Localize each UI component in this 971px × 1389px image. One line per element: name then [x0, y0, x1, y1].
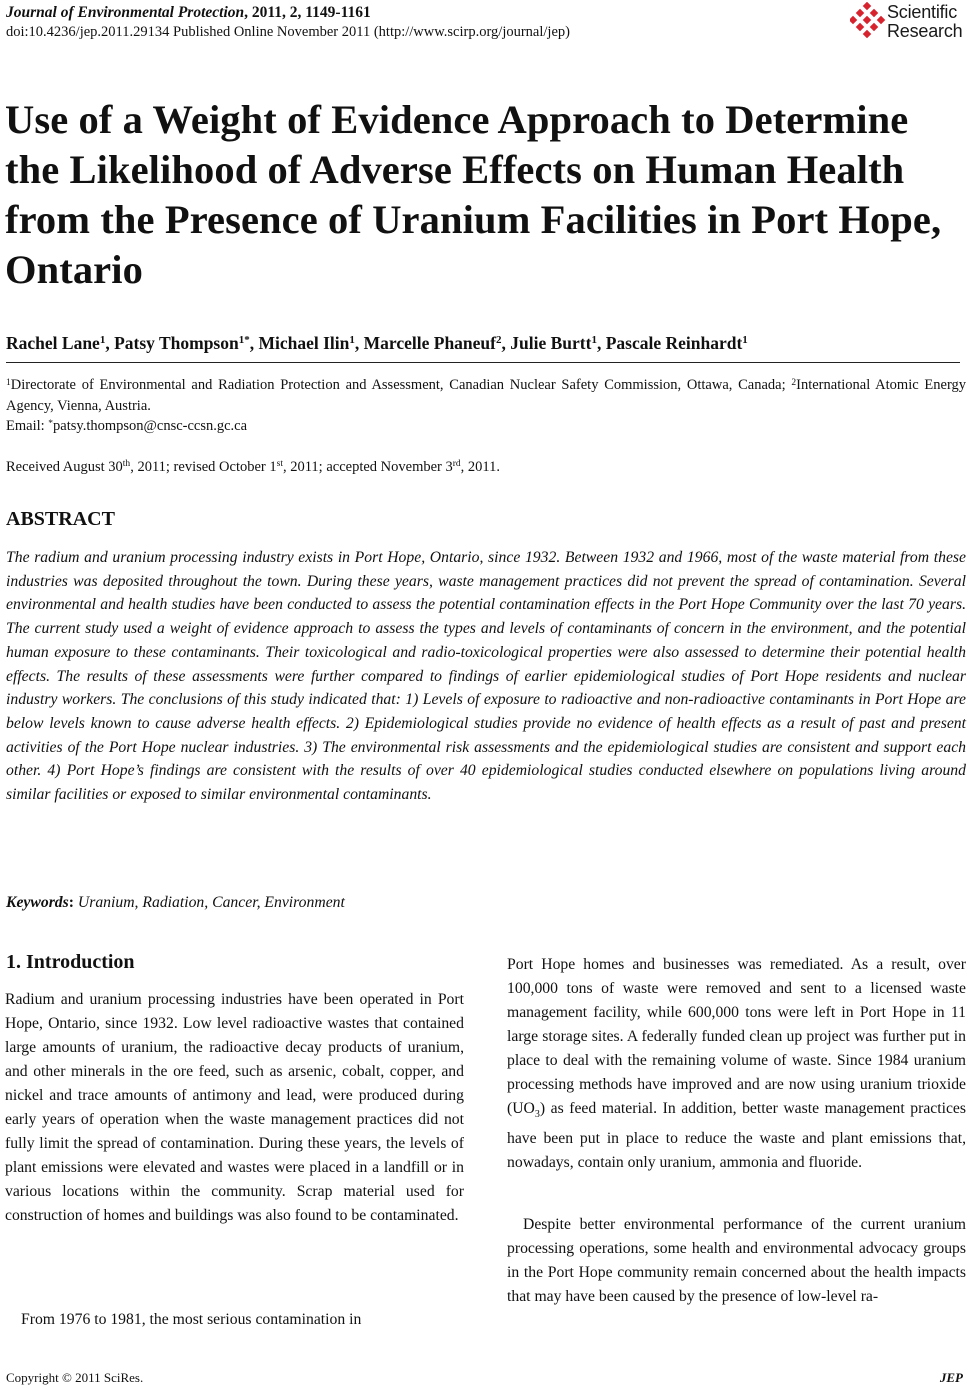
abstract-text: The radium and uranium processing industry exists in Port Hope, Ontario, since 1932. Between 1932 and 1966, most of the waste material from these industries was deposited throughout the town. During these years, waste management practices did not prevent the spread of contamination. Several environmental and health studies have been conducted to assess the potential contamination effects in the Port Hope Community over the last 70 years. The current study used a weight of evidence approach to assess the types and levels of contaminants of concern in the environment, and the potential human exposure to these contaminants. Their toxicological and radio-toxicological properties were also assessed to determine their potential health effects. The results of these assessments were further compared to findings of earlier epidemiological studies of Port Hope residents and nuclear industry workers. The conclusions of this study indicated that: 1) Levels of exposure to radioactive and non-radioactive contaminants in Port Hope are below levels known to cause adverse health effects. 2) Epidemiological studies provide no evidence of health effects as a result of past and present activities of the Port Hope nuclear industries. 3) The environmental risk assessments and the epidemiological studies are consistent and support each other. 4) Port Hope’s findings are consistent with the results of over 40 epidemiological studies conducted elsewhere on populations living around similar facilities or exposed to similar environmental contaminants. — [6, 549, 966, 804]
accepted-year: , 2011. — [460, 459, 501, 475]
ordinal-suffix: th — [122, 459, 131, 469]
ordinal-suffix: st — [276, 459, 283, 469]
author-affiliation-mark: 2 — [496, 334, 502, 346]
keywords-colon: : — [68, 894, 78, 911]
author-name: Michael Ilin — [258, 333, 350, 353]
affiliations — [6, 375, 966, 417]
keywords — [6, 892, 345, 914]
logo-wordmark — [887, 3, 962, 41]
intro-paragraph-2-cont — [507, 953, 966, 1175]
email-label: Email: — [6, 418, 49, 434]
intro-paragraph-3: Despite better environmental performance of the current uranium processing operations, some health and environmental advocacy groups in the Port Hope community remain concerned about the health impacts that may have been caused by the presence of low-level ra- — [507, 1216, 966, 1305]
keywords-list: Uranium, Radiation, Cancer, Environment — [77, 894, 345, 911]
keywords-label: Keywords — [6, 894, 69, 911]
author-divider — [6, 362, 960, 363]
chem-subscript: 3 — [534, 1109, 540, 1121]
email-address[interactable]: patsy.thompson@cnsc-ccsn.gc.ca — [53, 418, 248, 434]
abstract-heading: ABSTRACT — [6, 508, 115, 530]
affiliation-mark: 1 — [6, 378, 11, 388]
journal-name: Journal of Environmental Protection — [6, 4, 245, 21]
intro-paragraph-1: Radium and uranium processing industries have been operated in Port Hope, Ontario, since 1932. Low level radioactive wastes that contained large amounts of uranium, the radioactive decay products of uranium, and other minerals in the ore feed, such as arsenic, cobalt, copper, and nickel and trace amounts of antimony and lead, were produced during early years of operation when the waste management practices did not fully limit the spread of contamination. During these years, the levels of plant emissions were elevated and wastes were placed in a landfill or in various locations within the community. Scrap material used for construction of homes and buildings was also found to be contaminated. — [5, 991, 464, 1224]
journal-citation — [6, 3, 371, 22]
affiliation-mark: 2 — [791, 378, 797, 388]
author-name: Rachel Lane — [6, 333, 100, 353]
author-affiliation-mark: 1 — [591, 334, 597, 346]
received-dates — [6, 457, 500, 478]
publisher-logo — [850, 2, 970, 46]
logo-line-2: Research — [887, 21, 963, 41]
intro-text-a: Port Hope homes and businesses was remediated. As a result, over 100,000 tons of waste were removed and sent to a licensed waste management facility, while 600,000 tons were left in Port Hope in 11 large storage sites. A federally funded clean up project was further put in place to deal with the remaining volume of waste. Since 1984 uranium processing methods have improved and are now using uranium trioxide (UO — [507, 956, 966, 1117]
intro-text-b: ) as feed material. In addition, better waste management practices have been put in place to reduce the waste and plant emissions that, nowadays, contain only uranium, ammonia and fluoride. — [507, 1100, 966, 1172]
author-name: Julie Burtt — [510, 333, 592, 353]
email-mark: * — [48, 419, 54, 429]
scientific-research-diamond-logo-icon — [850, 2, 886, 42]
doi-line: doi:10.4236/jep.2011.29134 Published Online November 2011 (http://www.scirp.org/journal/jep) — [6, 24, 570, 40]
author-name: Marcelle Phaneuf — [363, 333, 496, 353]
received-text: Received August 30 — [6, 459, 123, 475]
author-affiliation-mark: 1 — [349, 334, 355, 346]
journal-abbreviation: JEP — [939, 1370, 963, 1385]
revised-text: , 2011; revised October 1 — [130, 459, 277, 475]
author-affiliation-mark: 1 — [99, 334, 106, 346]
accepted-text: , 2011; accepted November 3 — [282, 459, 453, 475]
author-affiliation-mark: 1 — [742, 334, 748, 346]
affiliation-text: International Atomic Energy Agency, Vienna, Austria. — [6, 377, 967, 414]
affiliation-text: Directorate of Environmental and Radiation Protection and Assessment, Canadian Nuclear Safety Commission, Ottawa, Canada; — [10, 377, 786, 393]
copyright-notice: Copyright © 2011 SciRes. — [6, 1370, 144, 1385]
paper-title: Use of a Weight of Evidence Approach to Determine the Likelihood of Adverse Effects on Human Health from the Presence of Uranium Facilities in Port Hope, Ontario — [5, 97, 942, 292]
ordinal-suffix: rd — [452, 459, 461, 469]
author-list: Rachel Lane$^1$, Patsy Thompson$^{1*}$, Michael Ilin$^1$, Marcelle Phaneuf$^2$, Julie Burtt$^1$, Pascale Reinhardt$^1$ — [6, 333, 748, 353]
author-name: Patsy Thompson — [114, 333, 239, 353]
logo-line-1: Scientific — [887, 2, 958, 22]
section-heading-introduction: 1. Introduction — [6, 951, 135, 973]
author-affiliation-mark: 1* — [238, 334, 250, 346]
author-name: Pascale Reinhardt — [605, 333, 743, 353]
journal-volume: , 2011, 2, 1149-1161 — [244, 4, 371, 21]
corresponding-email — [6, 416, 247, 437]
intro-paragraph-2-start: From 1976 to 1981, the most serious contamination in — [21, 1311, 362, 1328]
